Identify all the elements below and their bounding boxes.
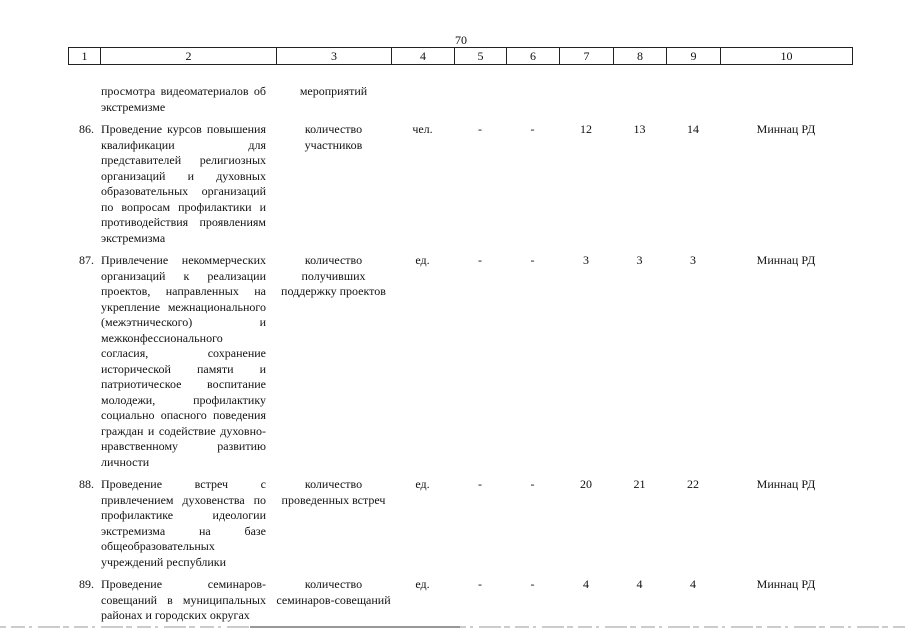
value-col6: - xyxy=(530,577,535,591)
column-header: 6 xyxy=(507,48,560,65)
measure-name: Проведение курсов повышения квалификации для представителей религиозных организаций и духовных образовательных организаций по вопросам профилактики и противодействия проявлениям экстремизма xyxy=(101,122,266,245)
value-col7: 12 xyxy=(580,122,592,136)
value-col5 xyxy=(454,84,506,115)
value-col8: 3 xyxy=(636,253,643,267)
value-col6: - xyxy=(530,122,535,136)
value-col7 xyxy=(559,84,613,115)
unit xyxy=(391,84,454,115)
column-header-row xyxy=(69,48,853,65)
measure-name: Проведение семинаров-совещаний в муниципальных районах и городских округах xyxy=(101,577,266,622)
table-row xyxy=(68,84,852,115)
indicator: количество получивших поддержку проектов xyxy=(281,253,386,298)
scan-artifact-line xyxy=(0,624,905,630)
value-col7: 3 xyxy=(583,253,589,267)
indicator: мероприятий xyxy=(299,84,368,98)
executor: Миннац РД xyxy=(756,577,816,591)
table-row xyxy=(68,115,852,246)
measure-name: Привлечение некоммерческих организаций к реализации проектов, направленных на укрепление межнационального (межэтнического) и межконфессионального согласия, сохранение исторической памяти и патриотическое воспитание молодежи, профилактику социально опасного поведения граждан и содействие духовно-нравственному развитию личности xyxy=(101,253,266,469)
row-number: 86. xyxy=(79,122,94,136)
table-row xyxy=(68,470,852,570)
executor: Миннац РД xyxy=(756,253,816,267)
value-col8: 13 xyxy=(633,122,646,136)
table-row xyxy=(68,246,852,470)
value-col6 xyxy=(506,84,559,115)
value-col6: - xyxy=(530,477,535,491)
unit: чел. xyxy=(412,122,433,136)
row-number: 89. xyxy=(79,577,94,591)
value-col9: 4 xyxy=(690,577,696,591)
indicator: количество проведенных встреч xyxy=(281,477,386,507)
indicator: количество участников xyxy=(304,122,363,152)
value-col8: 21 xyxy=(633,477,646,491)
value-col5: - xyxy=(478,577,482,591)
measures-table xyxy=(68,84,852,624)
column-header: 4 xyxy=(392,48,455,65)
column-header-table xyxy=(68,47,853,65)
executor: Миннац РД xyxy=(756,122,816,136)
value-col8: 4 xyxy=(636,577,643,591)
value-col9 xyxy=(666,84,720,115)
measure-name: просмотра видеоматериалов об экстремизме xyxy=(101,84,266,114)
value-col6: - xyxy=(530,253,535,267)
indicator: количество семинаров-совещаний xyxy=(276,577,391,607)
column-header: 5 xyxy=(455,48,507,65)
measure-name: Проведение встреч с привлечением духовенства по профилактике идеологии экстремизма на базе общеобразовательных учреждений республики xyxy=(101,477,266,569)
value-col9: 14 xyxy=(687,122,699,136)
column-header: 3 xyxy=(277,48,392,65)
column-header: 2 xyxy=(101,48,277,65)
value-col5: - xyxy=(478,253,482,267)
column-header: 8 xyxy=(614,48,667,65)
value-col9: 22 xyxy=(687,477,699,491)
executor: Миннац РД xyxy=(756,477,816,491)
table-row xyxy=(68,570,852,624)
row-number: 88. xyxy=(79,477,94,491)
row-number: 87. xyxy=(79,253,94,267)
page-number: 70 xyxy=(455,33,467,47)
value-col7: 20 xyxy=(580,477,592,491)
row-number xyxy=(68,84,100,115)
unit: ед. xyxy=(415,577,430,591)
column-header: 7 xyxy=(560,48,614,65)
value-col7: 4 xyxy=(583,577,589,591)
executor xyxy=(720,84,852,115)
value-col9: 3 xyxy=(690,253,696,267)
value-col5: - xyxy=(478,477,482,491)
column-header: 1 xyxy=(69,48,101,65)
column-header: 10 xyxy=(721,48,853,65)
unit: ед. xyxy=(415,477,430,491)
value-col5: - xyxy=(478,122,482,136)
value-col8 xyxy=(613,84,666,115)
column-header: 9 xyxy=(667,48,721,65)
unit: ед. xyxy=(415,253,430,267)
